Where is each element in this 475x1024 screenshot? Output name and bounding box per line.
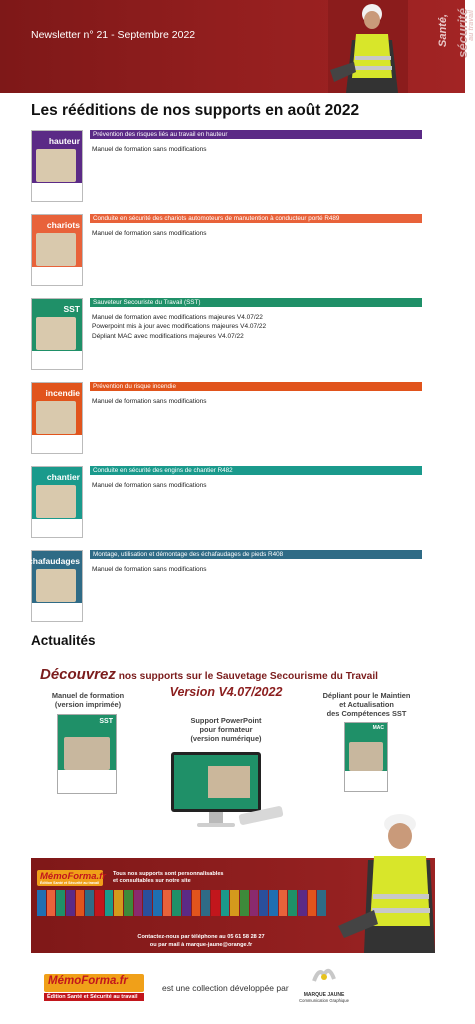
catalog-spine	[114, 890, 123, 916]
catalog-spine	[172, 890, 181, 916]
leaflet-caption-line: et Actualisation	[339, 700, 394, 709]
catalog-spine	[47, 890, 56, 916]
footer-logo-text: MémoForma.fr	[48, 975, 128, 987]
item-title-bar: Prévention des risques liés au travail en hauteur	[90, 130, 422, 139]
version-label: Version V4.07/2022	[169, 685, 283, 699]
promo-title-rest: nos supports sur le Sauvetage Secourisme du Travail	[115, 671, 379, 682]
manual-cover-thumbnail[interactable]	[31, 382, 83, 454]
description-line: Manuel de formation sans modifications	[92, 230, 207, 237]
manual-cover-thumbnail[interactable]	[23, 550, 83, 622]
reissue-item[interactable]	[31, 382, 422, 460]
catalog-spine	[192, 890, 201, 916]
item-title-bar: Sauveteur Secouriste du Travail (SST)	[90, 298, 422, 307]
thumb-title: chariots	[46, 220, 80, 230]
powerpoint-caption	[166, 716, 286, 743]
leaflet-caption-line: Dépliant pour le Maintien	[322, 691, 411, 700]
brand-line-2: sécurité	[455, 8, 470, 58]
catalog-spine	[124, 890, 133, 916]
catalog-spine	[134, 890, 143, 916]
band-note	[113, 871, 224, 885]
thumb-title: hauteur	[48, 136, 80, 146]
item-title-bar: Montage, utilisation et démontage des échafaudages de pieds R408	[90, 550, 422, 559]
marque-jaune-label: MARQUE JAUNE	[303, 992, 345, 998]
catalog-spine	[143, 890, 152, 916]
news-title: Actualités	[31, 633, 96, 648]
catalog-spine	[288, 890, 297, 916]
catalog-spines	[37, 890, 326, 916]
catalog-spine	[95, 890, 104, 916]
manual-cover-thumbnail[interactable]	[31, 130, 83, 202]
thumb-title: échafaudages	[23, 556, 80, 566]
reissue-item[interactable]	[23, 550, 422, 628]
marque-jaune-icon	[311, 963, 337, 987]
catalog-spine	[269, 890, 278, 916]
marque-jaune-logo[interactable]	[298, 963, 350, 1003]
thumb-title: SST	[63, 304, 80, 314]
catalog-spine	[279, 890, 288, 916]
item-description	[92, 481, 207, 490]
contact-info	[116, 933, 286, 949]
catalog-spine	[37, 890, 46, 916]
catalog-spine	[240, 890, 249, 916]
thumb-title: incendie	[45, 388, 80, 398]
footer-text: est une collection développée par	[162, 983, 289, 993]
item-description	[92, 229, 207, 238]
catalog-spine	[153, 890, 162, 916]
description-line: Manuel de formation sans modifications	[92, 482, 207, 489]
item-title-bar: Conduite en sécurité des engins de chantier R482	[90, 466, 422, 475]
manual-caption-line: Manuel de formation	[51, 691, 125, 700]
monitor-illustration	[171, 752, 261, 832]
description-line: Manuel de formation sans modifications	[92, 398, 207, 405]
manual-caption	[43, 691, 133, 709]
catalog-spine	[163, 890, 172, 916]
manual-cover-thumbnail[interactable]	[31, 214, 83, 286]
brand-line-1: Santé,	[437, 14, 449, 48]
manual-caption-line: (version imprimée)	[54, 700, 122, 709]
catalog-spine	[317, 890, 326, 916]
section-title: Les rééditions de nos supports en août 2022	[31, 102, 360, 119]
reissue-item[interactable]	[31, 214, 422, 292]
thumb-title: chantier	[46, 472, 80, 482]
marque-jaune-sub: Communication Graphique	[299, 998, 349, 1003]
worker-illustration-2	[338, 810, 435, 953]
description-line: Powerpoint mis à jour avec modifications majeures V4.07/22	[92, 323, 267, 331]
description-line: Manuel de formation sans modifications	[92, 566, 207, 573]
reissue-item[interactable]	[31, 466, 422, 544]
brand-line-3: au travail	[468, 10, 475, 41]
catalog-spine	[182, 890, 191, 916]
contact-email[interactable]: ou par mail à marque-jaune@orange.fr	[149, 942, 253, 948]
catalog-spine	[201, 890, 210, 916]
description-line: Manuel de formation avec modifications majeures V4.07/22	[92, 314, 263, 321]
band-note-line: et consultables sur notre site	[113, 878, 191, 884]
catalog-spine	[259, 890, 268, 916]
powerpoint-caption-line: Support PowerPoint	[190, 716, 262, 725]
sst-manual-cover[interactable]: SST	[57, 714, 117, 794]
footer-memoforma-logo[interactable]	[44, 974, 144, 1002]
promo-title	[40, 666, 440, 683]
catalog-spine	[221, 890, 230, 916]
catalog-spine	[56, 890, 65, 916]
reissue-item[interactable]	[31, 130, 422, 208]
item-description	[92, 145, 207, 154]
memoforma-logo-text: MémoForma.fr	[40, 871, 106, 882]
catalog-spine	[230, 890, 239, 916]
newsletter-issue: Newsletter n° 21 - Septembre 2022	[31, 29, 196, 41]
header-banner	[0, 0, 475, 93]
footer-logo-sub: Édition Santé et Sécurité au travail	[44, 993, 144, 1001]
leaflet-caption	[310, 691, 423, 718]
item-description	[92, 565, 207, 574]
manual-cover-thumbnail[interactable]	[31, 298, 83, 370]
catalog-spine	[250, 890, 259, 916]
catalog-spine	[298, 890, 307, 916]
brand-vertical-text	[408, 4, 475, 92]
leaflet-caption-line: des Compétences SST	[326, 709, 407, 718]
band-note-line: Tous nos supports sont personnalisables	[113, 871, 224, 877]
sst-leaflet-cover[interactable]: MAC	[344, 722, 388, 792]
catalog-spine	[76, 890, 85, 916]
reissue-item[interactable]	[31, 298, 422, 376]
item-title-bar: Conduite en sécurité des chariots automoteurs de manutention à conducteur porté R489	[90, 214, 422, 223]
memoforma-logo-sub: Édition Santé et Sécurité au travail	[40, 881, 100, 885]
memoforma-logo	[37, 870, 106, 886]
description-line: Dépliant MAC avec modifications majeures V4.07/22	[92, 332, 244, 340]
powerpoint-caption-line: (version numérique)	[190, 734, 262, 743]
item-description	[92, 397, 207, 406]
worker-illustration	[328, 0, 408, 93]
powerpoint-caption-line: pour formateur	[199, 725, 253, 734]
description-line: Manuel de formation sans modifications	[92, 146, 207, 153]
promo-title-big: Découvrez	[40, 666, 116, 683]
catalog-spine	[308, 890, 317, 916]
catalog-spine	[105, 890, 114, 916]
catalog-spine	[66, 890, 75, 916]
contact-phone[interactable]: Contactez-nous par téléphone au 05 61 58 28 27	[137, 934, 265, 940]
catalog-spine	[85, 890, 94, 916]
item-description	[92, 313, 266, 341]
manual-cover-thumbnail[interactable]	[31, 466, 83, 538]
catalog-spine	[211, 890, 220, 916]
item-title-bar: Prévention du risque incendie	[90, 382, 422, 391]
